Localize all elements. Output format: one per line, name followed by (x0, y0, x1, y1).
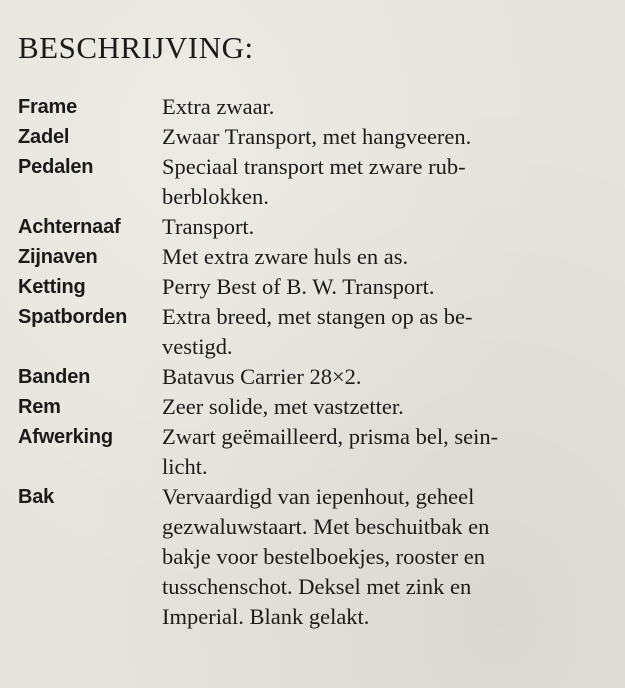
spec-value (162, 272, 608, 302)
spec-value-line: Met extra zware huls en as. (162, 244, 409, 269)
spec-value (162, 302, 608, 362)
spec-label: Zadel (18, 126, 70, 148)
spec-label: Banden (18, 366, 91, 388)
spec-label: Spatborden (18, 306, 128, 328)
spec-value-line: Zeer solide, met vastzetter. (162, 394, 404, 419)
spec-value-line: Extra zwaar. (162, 94, 275, 119)
spec-value (162, 212, 608, 242)
spec-value-line: Zwaar Transport, met hangveeren. (162, 124, 472, 149)
spec-value (162, 362, 608, 392)
spec-row-bak (18, 482, 608, 632)
spec-label: Frame (18, 96, 78, 118)
spec-value-line: Perry Best of B. W. Transport. (162, 274, 435, 299)
spec-label: Pedalen (18, 156, 94, 178)
spec-label: Zijnaven (18, 246, 98, 268)
spec-row-achternaaf (18, 212, 608, 242)
spec-value-line: Vervaardigd van iepenhout, geheel (162, 484, 475, 509)
spec-label: Ketting (18, 276, 86, 298)
spec-value-line: Imperial. Blank gelakt. (162, 604, 370, 629)
spec-row-zadel (18, 122, 608, 152)
spec-value-line: vestigd. (162, 334, 233, 359)
spec-value (162, 242, 608, 272)
spec-value (162, 482, 608, 632)
spec-label: Bak (18, 486, 55, 508)
spec-value-line: gezwaluwstaart. Met beschuitbak en (162, 514, 490, 539)
spec-row-frame (18, 92, 608, 122)
spec-value (162, 422, 608, 482)
spec-row-afwerking (18, 422, 608, 482)
spec-value-line: Speciaal transport met zware rub- (162, 154, 466, 179)
document-page (18, 28, 608, 632)
spec-label: Afwerking (18, 426, 113, 448)
spec-value (162, 122, 608, 152)
spec-value-line: Transport. (162, 214, 255, 239)
spec-value-line: Zwart geëmailleerd, prisma bel, sein- (162, 424, 499, 449)
spec-label: Achternaaf (18, 216, 121, 238)
spec-row-spatborden (18, 302, 608, 362)
spec-row-pedalen (18, 152, 608, 212)
section-title: BESCHRIJVING: (18, 30, 254, 65)
spec-value-line: Extra breed, met stangen op as be- (162, 304, 473, 329)
spec-value-line: berblokken. (162, 184, 269, 209)
spec-value (162, 92, 608, 122)
spec-value (162, 152, 608, 212)
spec-row-banden (18, 362, 608, 392)
spec-row-ketting (18, 272, 608, 302)
spec-label: Rem (18, 396, 61, 418)
spec-value-line: tusschenschot. Deksel met zink en (162, 574, 472, 599)
spec-value-line: bakje voor bestelboekjes, rooster en (162, 544, 486, 569)
spec-row-zijnaven (18, 242, 608, 272)
spec-value (162, 392, 608, 422)
spec-value-line: Batavus Carrier 28×2. (162, 364, 362, 389)
spec-value-line: licht. (162, 454, 208, 479)
spec-list (18, 92, 608, 632)
spec-row-rem (18, 392, 608, 422)
